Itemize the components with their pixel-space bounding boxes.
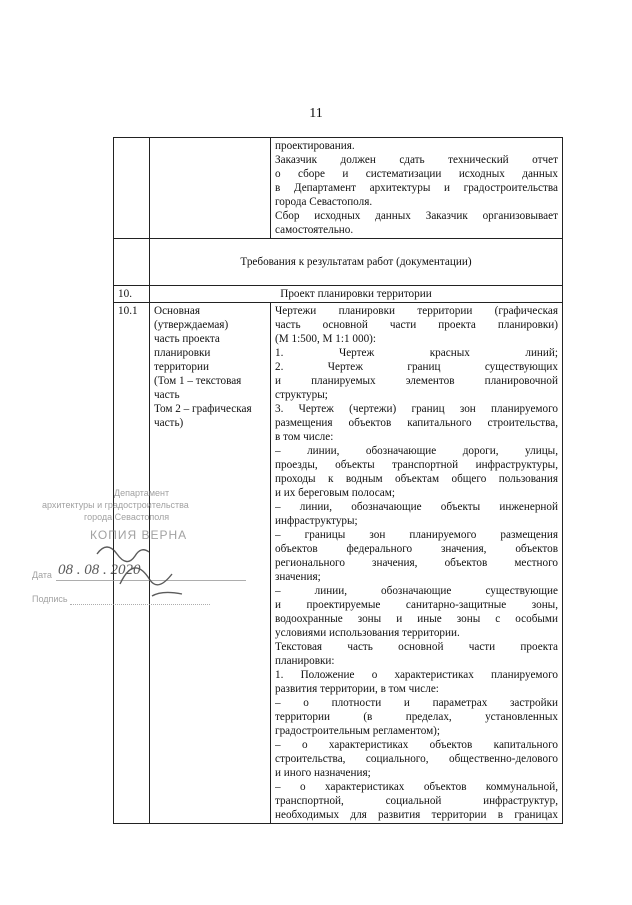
text-line: объектов федерального значения, объектов <box>275 543 558 555</box>
section-heading: Требования к результатам работ (документации) <box>150 239 563 286</box>
table-row <box>114 239 563 286</box>
text-line: Текстовая часть основной части проекта <box>275 641 558 653</box>
stamp-line: города Севастополя <box>84 512 170 522</box>
text-line: необходимых для развития территории в границах <box>275 809 558 821</box>
text-line: проектирования. <box>275 140 355 152</box>
text-line: транспортной, социальной инфраструктур, <box>275 795 558 807</box>
text-line: Сбор исходных данных Заказчик организовывает <box>275 210 558 222</box>
text-line: – линии, обозначающие существующие <box>275 585 558 597</box>
text-line: о сборе и систематизации исходных данных <box>275 168 558 180</box>
signature-scribble <box>92 534 212 609</box>
cell-num-empty <box>114 138 150 239</box>
text-line: часть основной части проекта планировки) <box>275 319 558 331</box>
text-line: часть) <box>154 417 184 429</box>
text-line: регионального значения, объектов местного <box>275 557 558 569</box>
text-line: (Том 1 – текстовая <box>154 375 242 387</box>
stamp-sign-label: Подпись <box>32 594 68 604</box>
text-line: в том числе: <box>275 431 334 443</box>
cell-right <box>271 303 563 824</box>
text-line: значения; <box>275 571 321 583</box>
text-line: строительства, социального, общественно-делового <box>275 753 558 765</box>
text-line: 3. Чертеж (чертежи) границ зон планируемого <box>275 403 558 415</box>
text-line: планировки <box>154 347 211 359</box>
text-line: инфраструктуры; <box>275 515 358 527</box>
stamp-date-label: Дата <box>32 570 52 580</box>
text-line: условиями использования территории. <box>275 627 460 639</box>
cell-text <box>271 138 563 239</box>
text-line: – о плотности и параметрах застройки <box>275 697 558 709</box>
text-line: и проектируемые санитарно-защитные зоны, <box>275 599 558 611</box>
text-line: самостоятельно. <box>275 224 354 236</box>
text-line: Основная <box>154 305 201 317</box>
text-line: Чертежи планировки территории (графическая <box>275 305 558 317</box>
text-line: развития территории, в том числе: <box>275 683 439 695</box>
requirements-table <box>113 137 563 824</box>
text-line: Том 2 – графическая <box>154 403 252 415</box>
text-line: (М 1:500, М 1:1 000): <box>275 333 376 345</box>
text-line: – линии, обозначающие объекты инженерной <box>275 501 558 513</box>
cell-num-empty <box>114 239 150 286</box>
text-line: – границы зон планируемого размещения <box>275 529 558 541</box>
text-line: и планируемых элементов планировочной <box>275 375 558 387</box>
text-line: – о характеристиках объектов капитального <box>275 739 558 751</box>
text-line: (утверждаемая) <box>154 319 229 331</box>
certification-stamp <box>32 488 262 618</box>
text-line: проходы к водным объектам общего пользования <box>275 473 558 485</box>
stamp-line: Департамент <box>114 488 170 498</box>
row-number: 10. <box>114 286 150 303</box>
text-line: водоохранные зоны и иные зоны с особыми <box>275 613 558 625</box>
row-number: 10.1 <box>114 303 150 824</box>
text-line: планировки: <box>275 655 335 667</box>
cell-title-empty <box>150 138 271 239</box>
text-line: – линии, обозначающие дороги, улицы, <box>275 445 558 457</box>
text-line: территории (в пределах, установленных <box>275 711 558 723</box>
table-row <box>114 286 563 303</box>
text-line: 1. Чертеж красных линий; <box>275 347 558 359</box>
text-line: часть проекта <box>154 333 220 345</box>
stamp-line: архитектуры и градостроительства <box>42 500 189 510</box>
text-line: 1. Положение о характеристиках планируемого <box>275 669 558 681</box>
text-line: и иного назначения; <box>275 767 371 779</box>
text-line: часть <box>154 389 180 401</box>
text-line: города Севастополя. <box>275 196 373 208</box>
text-line: Заказчик должен сдать технический отчет <box>275 154 558 166</box>
text-line: проезды, объекты транспортной инфраструктуры, <box>275 459 558 471</box>
text-line: – о характеристиках объектов коммунальной, <box>275 781 558 793</box>
text-line: градостроительным регламентом); <box>275 725 440 737</box>
row-title: Проект планировки территории <box>150 286 563 303</box>
page-number: 11 <box>309 106 323 121</box>
stamp-date-value: 08 . 08 . 2020 <box>58 562 141 578</box>
stamp-line: КОПИЯ ВЕРНА <box>90 528 188 542</box>
text-line: территории <box>154 361 209 373</box>
text-line: и их береговым полосам; <box>275 487 395 499</box>
text-line: в Департамент архитектуры и градостроительства <box>275 182 558 194</box>
table-row <box>114 138 563 239</box>
text-line: 2. Чертеж границ существующих <box>275 361 558 373</box>
text-line: размещения объектов капитального строительства, <box>275 417 558 429</box>
text-line: структуры; <box>275 389 328 401</box>
